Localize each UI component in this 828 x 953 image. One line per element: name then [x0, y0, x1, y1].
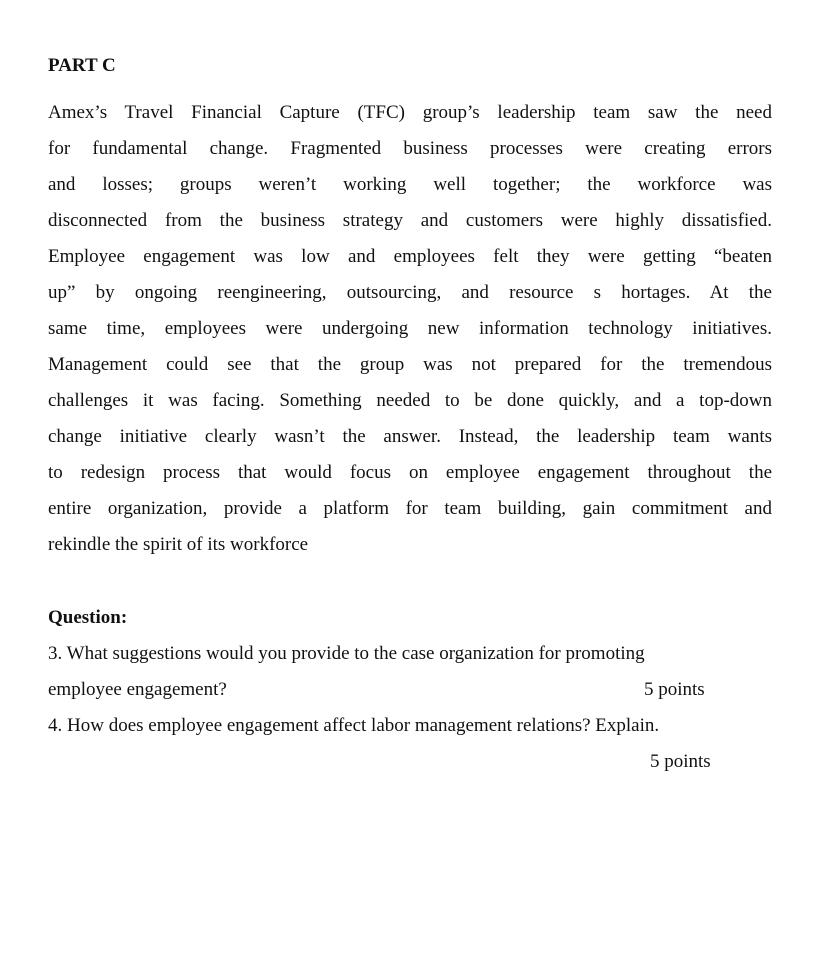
case-text-line: change initiative clearly wasn’t the answer. Instead, the leadership team wants	[48, 426, 772, 447]
section-heading: PART C	[48, 55, 116, 76]
case-text-line: to redesign process that would focus on employee engagement throughout the	[48, 462, 772, 483]
case-text-line: Employee engagement was low and employees felt they were getting “beaten	[48, 246, 772, 267]
question-3-text-cont: employee engagement?	[48, 679, 227, 700]
question-4-text: 4. How does employee engagement affect labor management relations? Explain.	[48, 715, 660, 736]
case-text-line: Amex’s Travel Financial Capture (TFC) group’s leadership team saw the need	[48, 102, 772, 123]
question-3-text: 3. What suggestions would you provide to the case organization for promoting	[48, 643, 645, 664]
case-text-line: challenges it was facing. Something needed to be done quickly, and a top-down	[48, 390, 772, 411]
case-text-line: rekindle the spirit of its workforce	[48, 534, 309, 555]
question-heading: Question:	[48, 607, 128, 628]
case-text-line: up” by ongoing reengineering, outsourcing, and resource s hortages. At the	[48, 282, 772, 303]
case-text-line: disconnected from the business strategy and customers were highly dissatisfied.	[48, 210, 772, 231]
case-text-line: same time, employees were undergoing new information technology initiatives.	[48, 318, 772, 339]
case-text-line: Management could see that the group was not prepared for the tremendous	[48, 354, 772, 375]
question-3-points: 5 points	[644, 679, 705, 700]
case-text-line: and losses; groups weren’t working well together; the workforce was	[48, 174, 772, 195]
case-text-line: for fundamental change. Fragmented business processes were creating errors	[48, 138, 772, 159]
case-text-line: entire organization, provide a platform for team building, gain commitment and	[48, 498, 772, 519]
question-4-points: 5 points	[650, 751, 711, 772]
